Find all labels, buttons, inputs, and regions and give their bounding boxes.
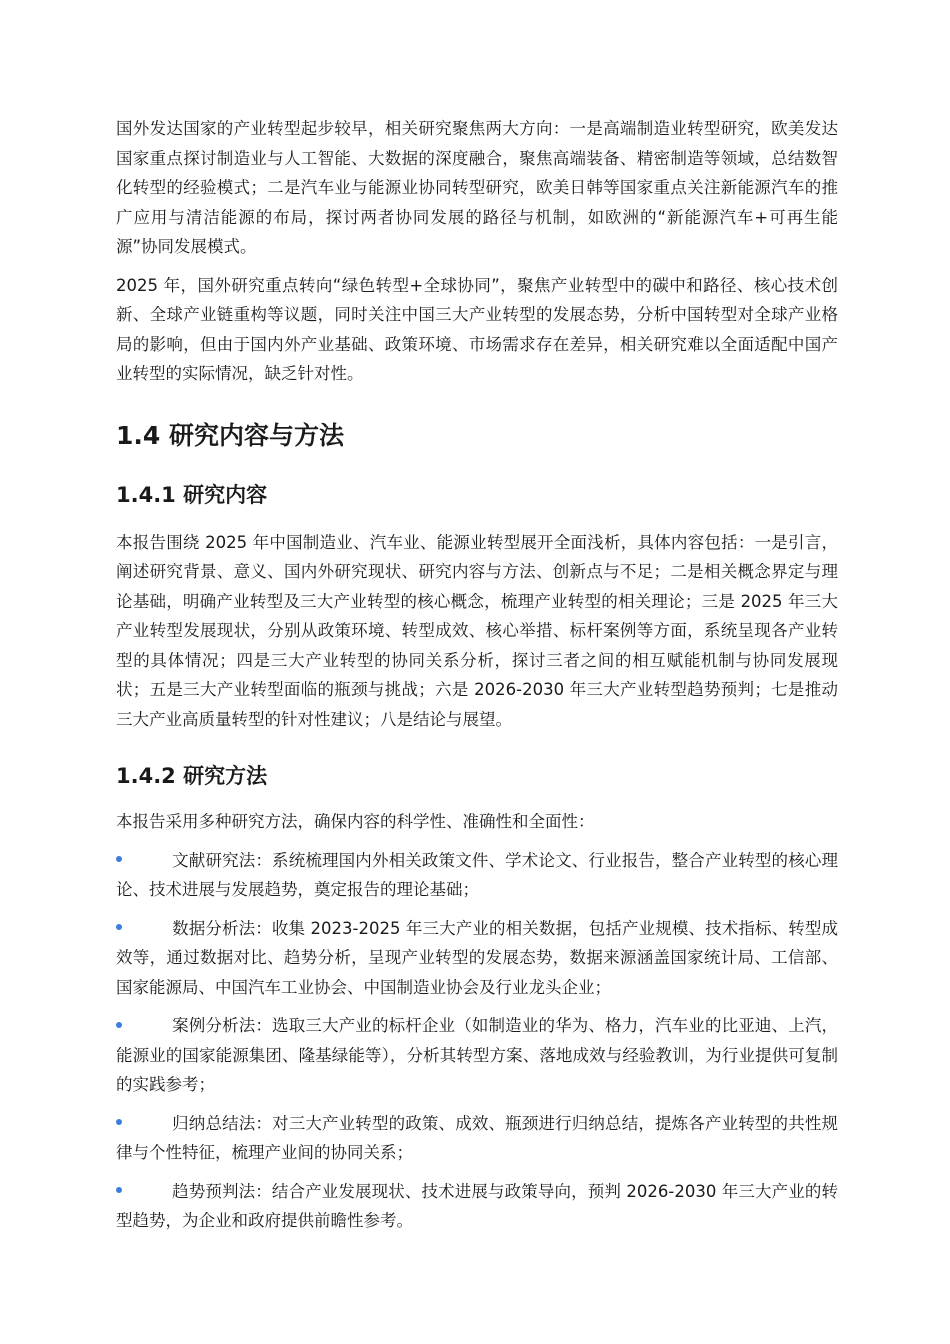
intro-paragraph-foreign-research: 国外发达国家的产业转型起步较早，相关研究聚焦两大方向：一是高端制造业转型研究，欧美发达国家重点探讨制造业与人工智能、大数据的深度融合，聚焦高端装备、精密制造等领域，总结数智化转型的经验模式；二是汽车业与能源业协同转型研究，欧美日韩等国家重点关注新能源汽车的推广应用与清洁能源的布局，探讨两者协同发展的路径与机制，如欧洲的“新能源汽车+可再生能源”协同发展模式。 — [116, 119, 838, 256]
method-text: 案例分析法：选取三大产业的标杆企业（如制造业的华为、格力，汽车业的比亚迪、上汽，能源业的国家能源集团、隆基绿能等），分析其转型方案、落地成效与经验教训，为行业提供可复制的实践参考； — [116, 1016, 838, 1094]
bullet-icon — [116, 1022, 122, 1028]
bullet-icon — [116, 1119, 122, 1125]
subsection-heading-1-4-1: 1.4.1 研究内容 — [116, 482, 268, 507]
method-text: 归纳总结法：对三大产业转型的政策、成效、瓶颈进行归纳总结，提炼各产业转型的共性规律与个性特征，梳理产业间的协同关系； — [116, 1113, 838, 1162]
bullet-icon — [116, 924, 122, 930]
list-item — [116, 846, 838, 905]
bullet-icon — [116, 1187, 122, 1193]
list-item — [116, 1011, 838, 1100]
method-text: 趋势预判法：结合产业发展现状、技术进展与政策导向，预判 2026-2030 年三大产业的转型趋势，为企业和政府提供前瞻性参考。 — [116, 1181, 838, 1230]
intro-paragraph-2025-focus: 2025 年，国外研究重点转向“绿色转型+全球协同”，聚焦产业转型中的碳中和路径、核心技术创新、全球产业链重构等议题，同时关注中国三大产业转型的发展态势，分析中国转型对全球产业格局的影响，但由于国内外产业基础、政策环境、市场需求存在差异，相关研究难以全面适配中国产业转型的实际情况，缺乏针对性。 — [116, 275, 838, 383]
list-item — [116, 1109, 838, 1168]
research-content-paragraph: 本报告围绕 2025 年中国制造业、汽车业、能源业转型展开全面浅析，具体内容包括：一是引言，阐述研究背景、意义、国内外研究现状、研究内容与方法、创新点与不足；二是相关概念界定与理论基础，明确产业转型及三大产业转型的核心概念，梳理产业转型的相关理论；三是 2025 年三大产业转型发展现状，分别从政策环境、转型成效、核心举措、标杆案例等方面，系统呈现各产业转型的具体情况；四是三大产业转型的协同关系分析，探讨三者之间的相互赋能机制与协同发展现状；五是三大产业转型面临的瓶颈与挑战；六是 2026-2030 年三大产业转型趋势预判；七是推动三大产业高质量转型的针对性建议；八是结论与展望。 — [116, 532, 838, 729]
method-text: 文献研究法：系统梳理国内外相关政策文件、学术论文、行业报告，整合产业转型的核心理论、技术进展与发展趋势，奠定报告的理论基础； — [116, 850, 838, 899]
list-item — [116, 914, 838, 1003]
method-text: 数据分析法：收集 2023-2025 年三大产业的相关数据，包括产业规模、技术指标、转型成效等，通过数据对比、趋势分析，呈现产业转型的发展态势，数据来源涵盖国家统计局、工信部、国家能源局、中国汽车工业协会、中国制造业协会及行业龙头企业； — [116, 918, 838, 997]
section-heading-1-4: 1.4 研究内容与方法 — [116, 420, 344, 450]
list-item — [116, 1177, 838, 1236]
document-page — [116, 114, 838, 1236]
subsection-heading-1-4-2: 1.4.2 研究方法 — [116, 764, 268, 788]
research-methods-list — [116, 846, 838, 1236]
bullet-icon — [116, 856, 122, 862]
research-methods-intro: 本报告采用多种研究方法，确保内容的科学性、准确性和全面性： — [116, 812, 595, 831]
